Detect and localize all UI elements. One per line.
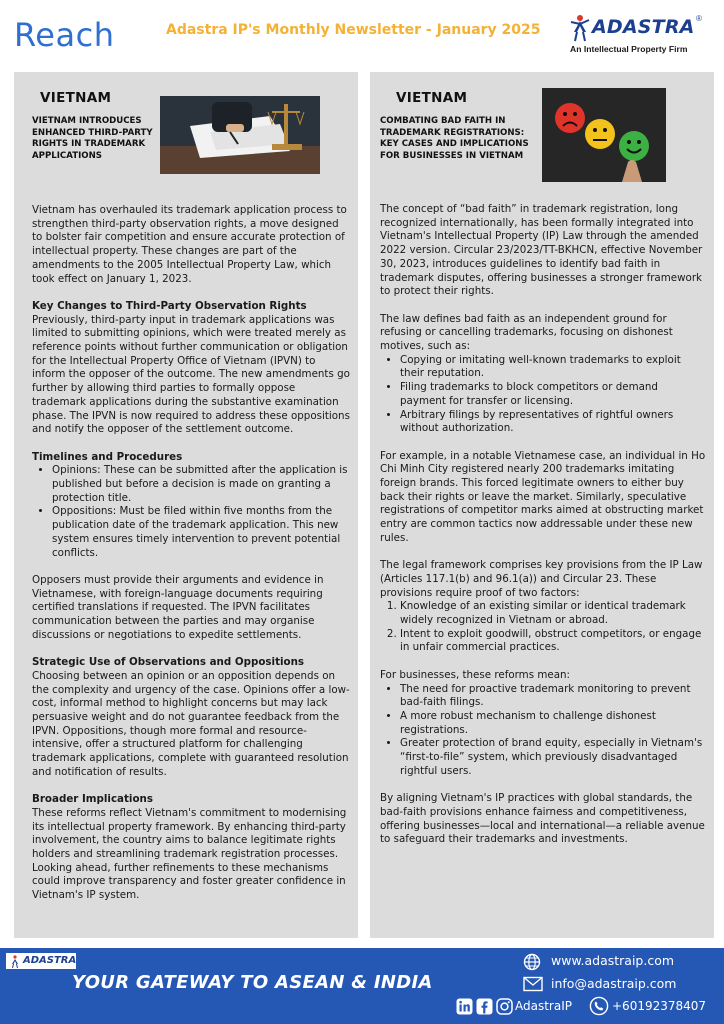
right-country-label: VIETNAM [396, 90, 468, 106]
right-paragraph-legal-framework: The legal framework comprises key provisions from the IP Law (Articles 117.1(b) and 96.1(a)) and Circular 23. These provisions require proof of two factors: [380, 559, 703, 599]
globe-icon [523, 953, 541, 971]
brand-title: Reach [14, 16, 115, 54]
left-heading-strategic-use: Strategic Use of Observations and Oppositions [32, 656, 305, 669]
header [0, 0, 724, 72]
left-article-body [32, 204, 352, 916]
phone-number[interactable]: +60192378407 [612, 999, 707, 1013]
footer [0, 948, 724, 1024]
left-paragraph-key-changes: Previously, third-party input in trademark applications was limited to submitting opinions, which were treated merely as reference points without further communication or obligation for the Intellectual Property Office of Vietnam (IPVN) to inform the opposer of the outcome. The new amendments go further by allowing third parties to formally oppose trademark applications during the substantive examination phase. The IPVN is now required to address these oppositions and notify the opposer of the settlement outcome. [32, 313, 350, 436]
right-proof-factors-list [380, 600, 706, 655]
left-heading-timelines: Timelines and Procedures [32, 450, 183, 463]
right-paragraph-bad-faith-concept: The concept of “bad faith” in trademark registration, long recognized internationally, has been formally integrated into Vietnam's Intellectual Property (IP) Law through the amended 2022 version. Circular 23/2023/TT-BKHCN, effective November 30, 2023, introduces guidelines to identify bad faith in trademark disputes, offering businesses a stronger framework to protect their rights. [380, 203, 703, 298]
list-item: • Arbitrary filings by representatives of rightful owners without authorization. [400, 409, 706, 436]
footer-logo-name: ADASTRA [23, 955, 77, 966]
right-reforms-list [380, 683, 706, 779]
facebook-icon[interactable] [476, 998, 493, 1015]
mail-icon [523, 976, 543, 992]
legal-documents-photo [160, 96, 320, 174]
footer-logo[interactable] [6, 953, 76, 969]
right-article [370, 72, 714, 938]
adastra-logo[interactable] [566, 14, 716, 62]
left-heading-key-changes: Key Changes to Third-Party Observation Rights [32, 299, 307, 312]
list-item: • Greater protection of brand equity, especially in Vietnam's “first-to-file” system, which previously disadvantaged rightful users. [400, 737, 706, 778]
right-article-body [380, 203, 706, 861]
right-paragraph-for-businesses: For businesses, these reforms mean: [380, 668, 571, 681]
list-item: • Oppositions: Must be filed within five months from the publication date of the trademark application. This new system ensures timely intervention to prevent potential conflicts. [52, 505, 352, 560]
logo-figure-icon [568, 14, 592, 42]
website-link[interactable]: www.adastraip.com [551, 953, 675, 968]
newsletter-title: Adastra IP's Monthly Newsletter - January 2025 [166, 22, 541, 38]
left-article-title: VIETNAM INTRODUCES ENHANCED THIRD-PARTY RIGHTS IN TRADEMARK APPLICATIONS [32, 116, 153, 161]
list-item: • Opinions: These can be submitted after the application is published but before a decision is made on granting a protection title. [52, 464, 352, 505]
list-item: • A more robust mechanism to challenge dishonest registrations. [400, 710, 706, 737]
logo-name: ADASTRA [592, 16, 695, 38]
list-item: 2. Intent to exploit goodwill, obstruct competitors, or engage in unfair commercial practices. [400, 628, 706, 655]
right-paragraph-law-defines: The law defines bad faith as an independent ground for refusing or cancelling trademarks, focusing on dishonest motives, such as: [380, 312, 673, 353]
left-paragraph-strategic-use: Choosing between an opinion or an opposition depends on the complexity and urgency of the case. Opinions offer a low-cost, informal method to highlight concerns but may lack persuasive weight and do not guarantee feedback from the IPVN. Oppositions, though more formal and resource-intensive, offer a structured platform for challenging trademark applications, complete with guaranteed resolution and notification of results. [32, 669, 350, 778]
left-paragraph-opposers: Opposers must provide their arguments and evidence in Vietnamese, with foreign-language documents requiring certified translations if requested. The IPVN facilitates communication between the parties and may organise discussions or negotiations to expedite settlements. [32, 573, 324, 641]
list-item: • Copying or imitating well-known trademarks to exploit their reputation. [400, 354, 706, 381]
list-item: • Filing trademarks to block competitors or demand payment for transfer or licensing. [400, 381, 706, 408]
email-link[interactable]: info@adastraip.com [551, 976, 677, 991]
phone-icon [589, 996, 609, 1016]
list-item: 1. Knowledge of an existing similar or identical trademark widely recognized in Vietnam or abroad. [400, 600, 706, 627]
footer-logo-figure-icon [9, 955, 21, 968]
right-paragraph-conclusion: By aligning Vietnam's IP practices with global standards, the bad-faith provisions enhance fairness and competitiveness, offering businesses—local and international—a reliable avenue to safeguard their trademarks and investments. [380, 792, 705, 846]
emoji-faces-photo [542, 88, 666, 182]
instagram-icon[interactable] [496, 998, 513, 1015]
linkedin-icon[interactable] [456, 998, 473, 1015]
left-heading-broader-implications: Broader Implications [32, 793, 153, 806]
right-article-title: COMBATING BAD FAITH IN TRADEMARK REGISTRATIONS: KEY CASES AND IMPLICATIONS FOR BUSINESSES IN VIETNAM [380, 116, 529, 161]
footer-tagline: YOUR GATEWAY TO ASEAN & INDIA [72, 972, 433, 993]
right-paragraph-example-case: For example, in a notable Vietnamese case, an individual in Ho Chi Minh City registered nearly 200 trademarks imitating foreign brands. This forced legitimate owners to either buy back their rights or leave the market. Similarly, speculative registrations of competitor marks aimed at obstructing market entry are common tactics now addressable under these new rules. [380, 449, 706, 544]
list-item: • The need for proactive trademark monitoring to prevent bad-faith filings. [400, 683, 706, 710]
social-handle[interactable]: AdastraIP [515, 999, 572, 1013]
left-article [14, 72, 358, 938]
right-dishonest-motives-list [380, 354, 706, 436]
logo-registered-mark: ® [696, 14, 702, 23]
left-intro-paragraph: Vietnam has overhauled its trademark application process to strengthen third-party observation rights, a move designed to bolster fair competition and ensure accurate protection of intellectual property. These changes are part of the amendments to the 2005 Intellectual Property Law, which took effect on January 1, 2023. [32, 204, 347, 285]
left-timelines-list [32, 464, 352, 560]
left-paragraph-broader-implications: These reforms reflect Vietnam's commitment to modernising its intellectual property framework. By enhancing third-party involvement, the country aims to balance legitimate rights holders and streamlining trademark registration processes. Looking ahead, further refinements to these mechanisms could improve transparency and foster greater confidence in Vietnam's IP system. [32, 806, 347, 902]
left-country-label: VIETNAM [40, 90, 112, 106]
logo-tagline: An Intellectual Property Firm [570, 44, 688, 54]
